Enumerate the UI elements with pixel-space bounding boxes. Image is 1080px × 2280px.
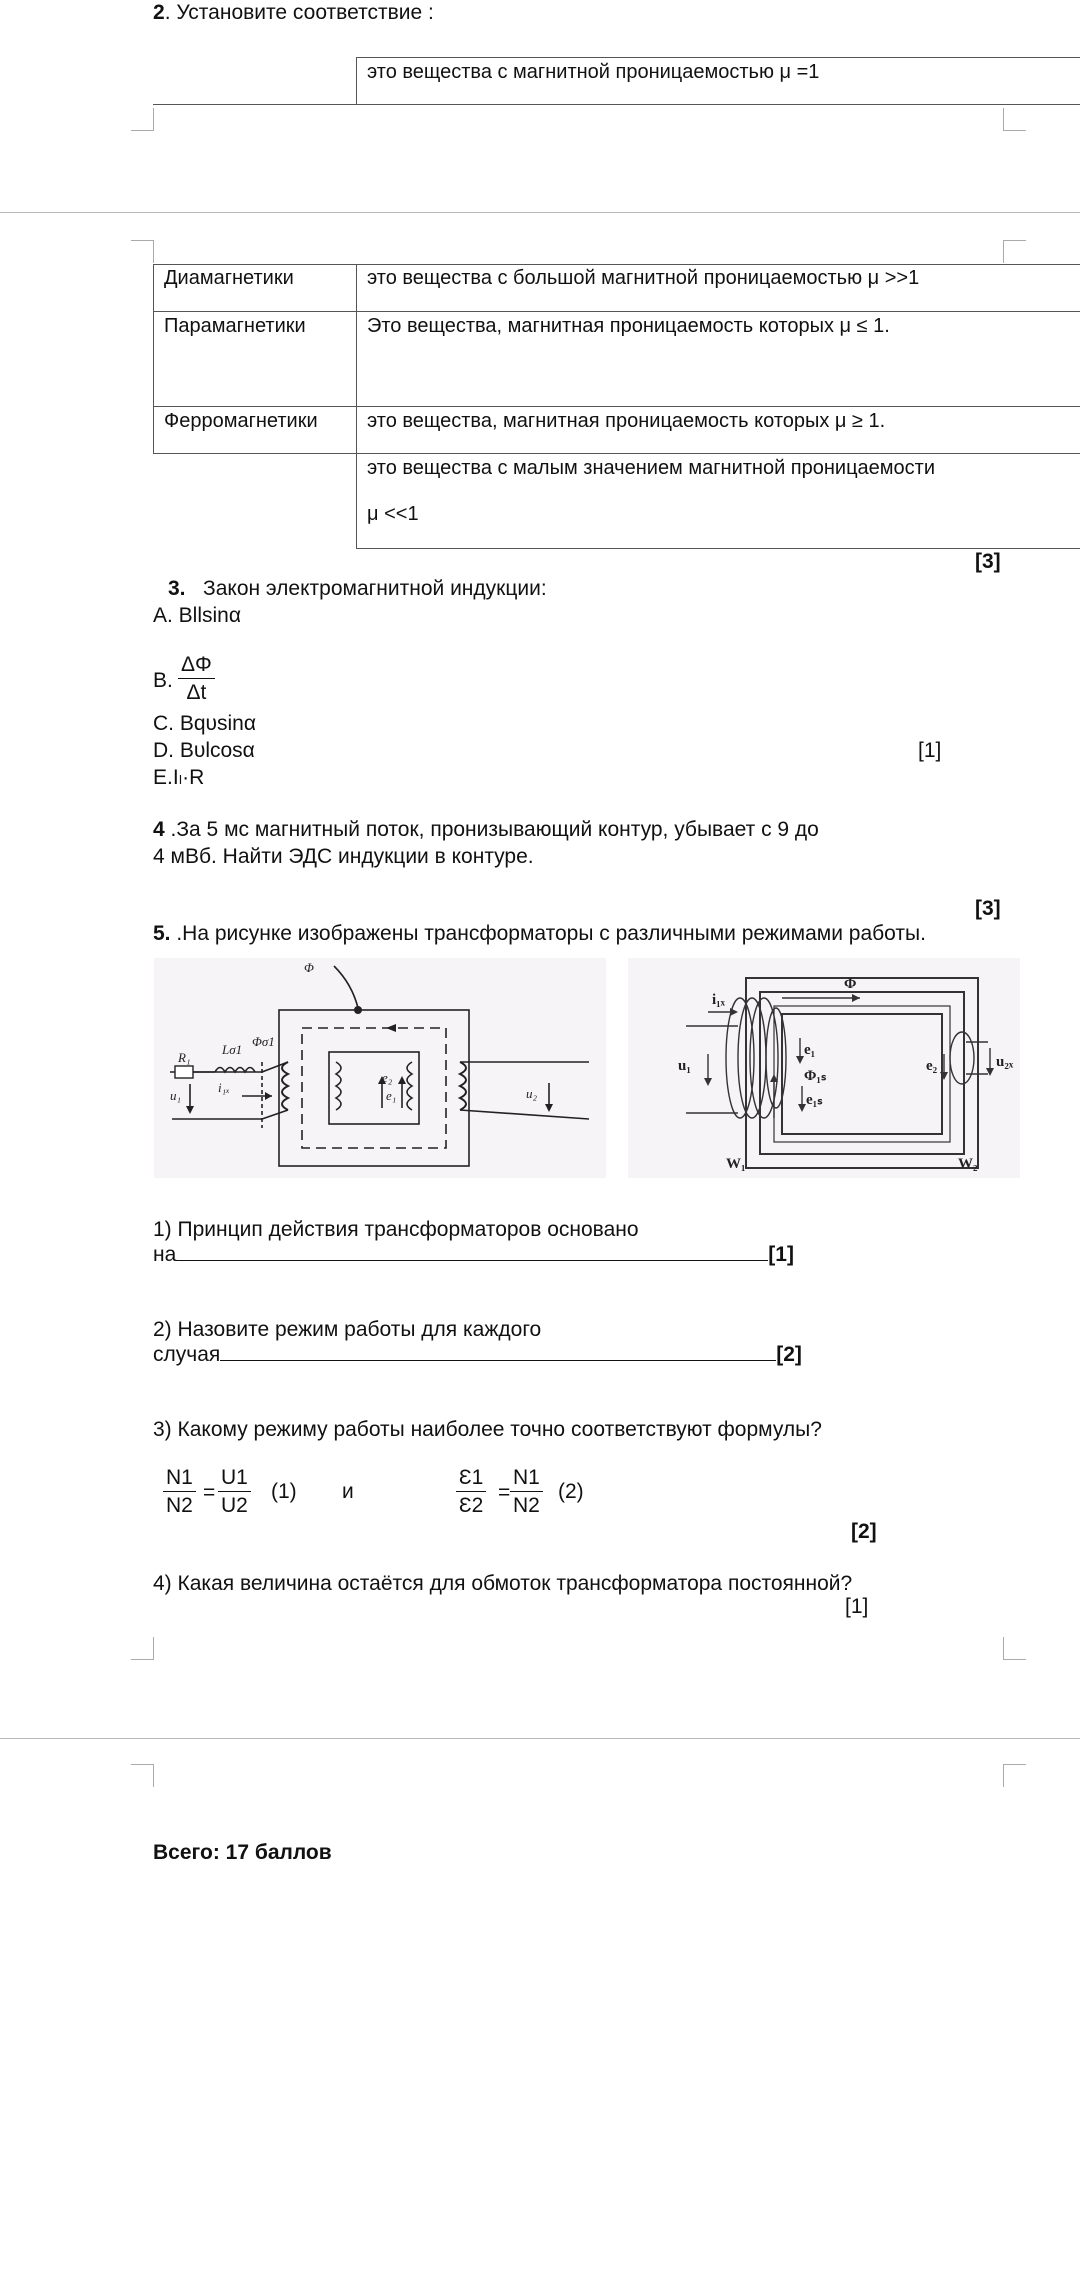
formula-1-left (163, 1466, 196, 1517)
fraction-numerator: N1 (510, 1466, 543, 1492)
figure-label: e₁ₛ (806, 1092, 823, 1108)
page-separator (0, 212, 1080, 213)
formula-2-equals: = (498, 1481, 511, 1504)
q3-option-c: C. Bqυsinα (153, 712, 256, 735)
figure-label: W₁ (726, 1156, 746, 1172)
q5-sub2-score: [2] (776, 1343, 802, 1366)
q3-option-e: E.Iₗ·R (153, 766, 205, 789)
figure-label: Φ (844, 976, 857, 992)
q3-option-d: D. Bυlcosα (153, 739, 255, 762)
crop-mark (131, 108, 154, 131)
figure-label: R₁ (178, 1050, 191, 1065)
page-separator (0, 1738, 1080, 1739)
formula-2-label: (2) (558, 1480, 584, 1503)
table-hline (153, 453, 1080, 454)
q5-sub2-line1: 2) Назовите режим работы для каждого (153, 1318, 542, 1341)
q3-option-b-prefix: B. (153, 669, 173, 692)
q3-option-b-fraction (178, 653, 215, 704)
formula-1-right (218, 1466, 251, 1517)
figure-label: e₁ (386, 1088, 397, 1103)
formula-2-left (456, 1466, 486, 1517)
figure-label: u₂ (526, 1086, 538, 1101)
q5-sub1-answer-line[interactable] (176, 1242, 768, 1261)
q5-title-text: .На рисунке изображены трансформаторы с различными режимами работы. (170, 922, 926, 945)
crop-mark (131, 1764, 154, 1787)
q2-left-cell: Парамагнетики (164, 315, 306, 337)
q5-title (153, 921, 926, 946)
q3-title (168, 576, 547, 601)
formula-and: и (342, 1480, 354, 1503)
fraction-numerator: Ɛ1 (456, 1466, 486, 1492)
table-vline (153, 264, 154, 454)
q2-right-cell: μ <<1 (367, 503, 419, 525)
q3-option-a: A. Bllsinα (153, 604, 241, 627)
crop-mark (131, 1637, 154, 1660)
fraction-numerator: N1 (163, 1466, 196, 1492)
q4-number: 4 (153, 818, 165, 841)
q5-sub1-line1: 1) Принцип действия трансформаторов основано (153, 1218, 639, 1241)
q2-right-cell: это вещества, магнитная проницаемость которых μ ≥ 1. (367, 410, 886, 432)
figure-label: Φ₁ₛ (804, 1068, 827, 1084)
q5-sub1-score: [1] (768, 1243, 794, 1266)
figure-label: e₂ (382, 1070, 393, 1085)
figure-label: i₁ₓ (712, 992, 725, 1008)
q2-title (153, 0, 434, 25)
q2-left-cell: Ферромагнетики (164, 410, 318, 432)
table-hline (356, 548, 1080, 549)
q5-sub4-text: 4) Какая величина остаётся для обмоток трансформатора постоянной? (153, 1572, 853, 1595)
crop-mark (1003, 1764, 1026, 1787)
fraction-denominator: N2 (513, 1494, 540, 1518)
figure-label: e₁ (804, 1042, 816, 1058)
q5-sub1-prefix: на (153, 1243, 177, 1266)
figure-label: u₁ (678, 1058, 691, 1074)
q2-row-top-text: это вещества с магнитной проницаемостью μ =1 (367, 61, 820, 83)
transformer-figure-2 (628, 958, 1020, 1178)
q5-sub2-line2 (153, 1342, 802, 1367)
table-hline (153, 311, 1080, 312)
fraction-numerator: ΔΦ (178, 653, 215, 679)
figure-label: e₂ (926, 1058, 938, 1074)
fraction-denominator: N2 (166, 1494, 193, 1518)
q5-sub2-prefix: случая (153, 1343, 221, 1366)
q2-top-table-border (356, 57, 1080, 58)
q5-sub2-answer-line[interactable] (220, 1342, 776, 1361)
formula-2-right (510, 1466, 543, 1517)
fraction-denominator: Δt (186, 681, 207, 705)
q2-score: [3] (975, 550, 1001, 573)
figure-label: i₁ₓ (218, 1080, 230, 1095)
q5-number: 5. (153, 922, 171, 945)
q2-top-table-vline (356, 57, 357, 105)
q2-number: 2 (153, 1, 165, 24)
formula-1-label: (1) (271, 1480, 297, 1503)
q2-right-cell: это вещества с малым значением магнитной проницаемости (367, 457, 936, 479)
formula-1-equals: = (203, 1481, 216, 1504)
fraction-numerator: U1 (218, 1466, 251, 1492)
q3-number: 3. (168, 577, 186, 600)
table-hline (153, 406, 1080, 407)
table-vline (356, 264, 357, 549)
q5-sub1-line2 (153, 1242, 794, 1267)
q5-sub3-score: [2] (851, 1520, 877, 1543)
transformer-figure-1 (154, 958, 606, 1178)
figure-label: Lσ1 (222, 1042, 243, 1057)
q2-left-cell: Диамагнетики (164, 267, 294, 289)
q5-sub3-text: 3) Какому режиму работы наиболее точно соответствуют формулы? (153, 1418, 822, 1441)
figure-label: Φσ1 (252, 1034, 275, 1049)
q4-line2: 4 мВб. Найти ЭДС индукции в контуре. (153, 845, 534, 868)
q5-sub4-score: [1] (845, 1595, 869, 1618)
q3-title-text: Закон электромагнитной индукции: (203, 577, 547, 600)
total-score: Всего: 17 баллов (153, 1841, 332, 1864)
q4-score: [3] (975, 897, 1001, 920)
figure-label: u₁ (170, 1088, 182, 1103)
q4-text (153, 817, 819, 842)
q2-right-cell: Это вещества, магнитная проницаемость которых μ ≤ 1. (367, 315, 890, 337)
table-hline (153, 264, 1080, 265)
figure-label: Φ (304, 960, 314, 975)
q2-title-text: . Установите соответствие : (164, 1, 434, 24)
fraction-denominator: Ɛ2 (459, 1494, 484, 1518)
figure-label: u₂ₓ (996, 1054, 1014, 1070)
q2-right-cell: это вещества с большой магнитной проницаемостью μ >>1 (367, 267, 920, 289)
fraction-denominator: U2 (221, 1494, 248, 1518)
q3-score: [1] (918, 739, 942, 762)
crop-mark (131, 240, 154, 263)
crop-mark (1003, 108, 1026, 131)
crop-mark (1003, 1637, 1026, 1660)
q2-top-table-bottom (153, 104, 1080, 105)
figure-label: W₂ (958, 1156, 978, 1172)
q4-line1: .За 5 мс магнитный поток, пронизывающий контур, убывает с 9 до (164, 818, 819, 841)
crop-mark (1003, 240, 1026, 263)
